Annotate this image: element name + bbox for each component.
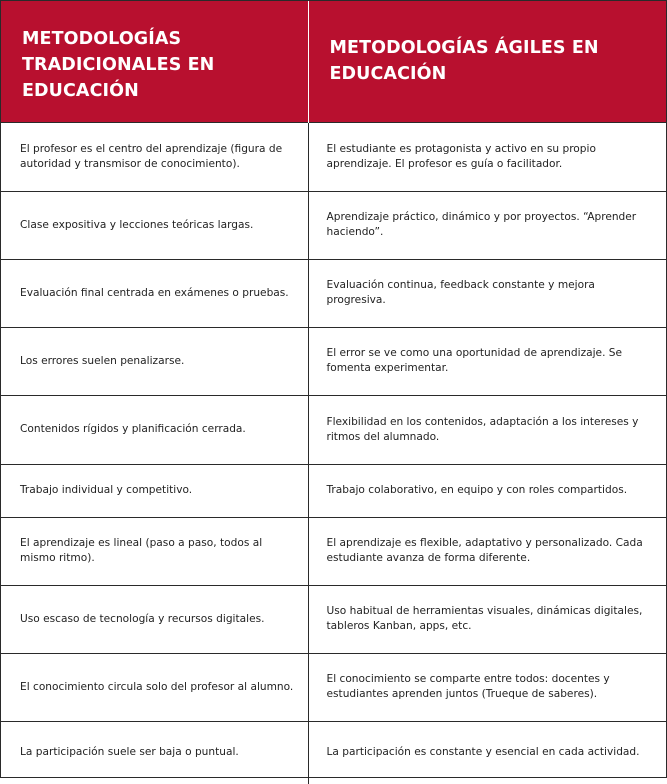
cell-traditional: La participación suele ser baja o puntual. [1, 721, 308, 784]
cell-traditional: Evaluación final centrada en exámenes o pruebas. [1, 259, 308, 327]
cell-traditional: Contenidos rígidos y planificación cerrada. [1, 395, 308, 464]
cell-traditional: El aprendizaje es lineal (paso a paso, todos al mismo ritmo). [1, 517, 308, 585]
cell-agile: Aprendizaje práctico, dinámico y por proyectos. “Aprender haciendo”. [308, 191, 666, 259]
cell-traditional: Trabajo individual y competitivo. [1, 464, 308, 517]
cell-traditional: Clase expositiva y lecciones teóricas largas. [1, 191, 308, 259]
table-row [1, 191, 666, 259]
table-row [1, 464, 666, 517]
table-row [1, 122, 666, 191]
cell-traditional: Uso escaso de tecnología y recursos digitales. [1, 585, 308, 653]
header-agile: METODOLOGÍAS ÁGILES EN EDUCACIÓN [308, 1, 666, 122]
cell-agile: El error se ve como una oportunidad de aprendizaje. Se fomenta experimentar. [308, 327, 666, 395]
cell-agile: El conocimiento se comparte entre todos: docentes y estudiantes aprenden juntos (Trueque de saberes). [308, 653, 666, 721]
cell-traditional: El conocimiento circula solo del profesor al alumno. [1, 653, 308, 721]
cell-agile: Uso habitual de herramientas visuales, dinámicas digitales, tableros Kanban, apps, etc. [308, 585, 666, 653]
comparison-table [1, 1, 666, 784]
cell-traditional: El profesor es el centro del aprendizaje (figura de autoridad y transmisor de conocimiento). [1, 122, 308, 191]
cell-agile: Trabajo colaborativo, en equipo y con roles compartidos. [308, 464, 666, 517]
cell-agile: Evaluación continua, feedback constante y mejora progresiva. [308, 259, 666, 327]
header-traditional: METODOLOGÍAS TRADICIONALES EN EDUCACIÓN [1, 1, 308, 122]
cell-agile: El estudiante es protagonista y activo en su propio aprendizaje. El profesor es guía o facilitador. [308, 122, 666, 191]
cell-agile: El aprendizaje es flexible, adaptativo y personalizado. Cada estudiante avanza de forma diferente. [308, 517, 666, 585]
cell-agile: La participación es constante y esencial en cada actividad. [308, 721, 666, 784]
table-row [1, 585, 666, 653]
header-row [1, 1, 666, 122]
table-row [1, 259, 666, 327]
cell-traditional: Los errores suelen penalizarse. [1, 327, 308, 395]
table-row [1, 395, 666, 464]
table-row [1, 653, 666, 721]
table-row [1, 517, 666, 585]
cell-agile: Flexibilidad en los contenidos, adaptación a los intereses y ritmos del alumnado. [308, 395, 666, 464]
table-row [1, 327, 666, 395]
table-row [1, 721, 666, 784]
